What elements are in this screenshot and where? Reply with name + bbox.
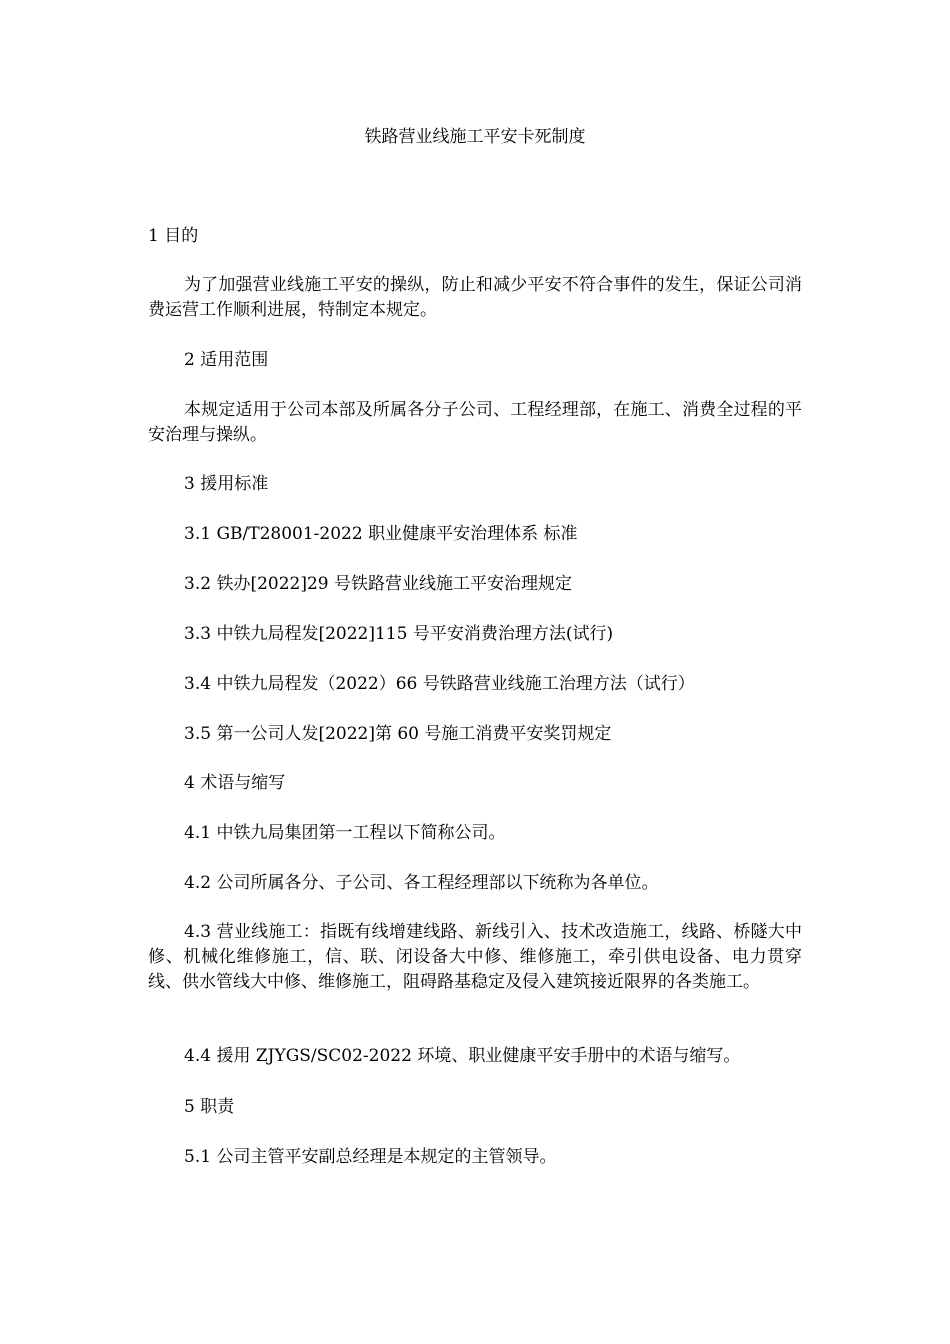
section-2-heading: 2 适用范围	[184, 350, 269, 370]
section-4-2: 4.2 公司所属各分、子公司、各工程经理部以下统称为各单位。	[184, 873, 659, 893]
section-4-heading: 4 术语与缩写	[184, 773, 286, 793]
section-5-heading: 5 职责	[184, 1097, 235, 1117]
section-3-heading: 3 援用标准	[184, 474, 269, 494]
section-3-5: 3.5 第一公司人发[2022]第 60 号施工消费平安奖罚规定	[184, 724, 612, 744]
section-4-4: 4.4 援用 ZJYGS/SC02-2022 环境、职业健康平安手册中的术语与缩写。	[184, 1046, 741, 1066]
section-5-1: 5.1 公司主管平安副总经理是本规定的主管领导。	[184, 1147, 557, 1167]
section-3-1: 3.1 GB/T28001-2022 职业健康平安治理体系 标准	[184, 524, 578, 544]
document-title: 铁路营业线施工平安卡死制度	[364, 127, 586, 147]
section-4-1: 4.1 中铁九局集团第一工程以下简称公司。	[184, 823, 506, 843]
section-3-4: 3.4 中铁九局程发（2022）66 号铁路营业线施工治理方法（试行）	[184, 674, 695, 694]
section-1-body: 为了加强营业线施工平安的操纵，防止和减少平安不符合事件的发生，保证公司消费运营工作顺利进展，特制定本规定。	[148, 275, 802, 320]
section-2-body: 本规定适用于公司本部及所属各分子公司、工程经理部，在施工、消费全过程的平安治理与操纵。	[148, 400, 802, 445]
section-3-2: 3.2 铁办[2022]29 号铁路营业线施工平安治理规定	[184, 574, 573, 594]
section-3-3: 3.3 中铁九局程发[2022]115 号平安消费治理方法(试行)	[184, 624, 614, 644]
section-4-3: 4.3 营业线施工：指既有线增建线路、新线引入、技术改造施工，线路、桥隧大中修、机械化维修施工，信、联、闭设备大中修、维修施工，牵引供电设备、电力贯穿线、供水管线大中修、维修施工，阻碍路基稳定及侵入建筑接近限界的各类施工。	[148, 922, 802, 992]
section-1-heading: 1 目的	[148, 226, 199, 246]
